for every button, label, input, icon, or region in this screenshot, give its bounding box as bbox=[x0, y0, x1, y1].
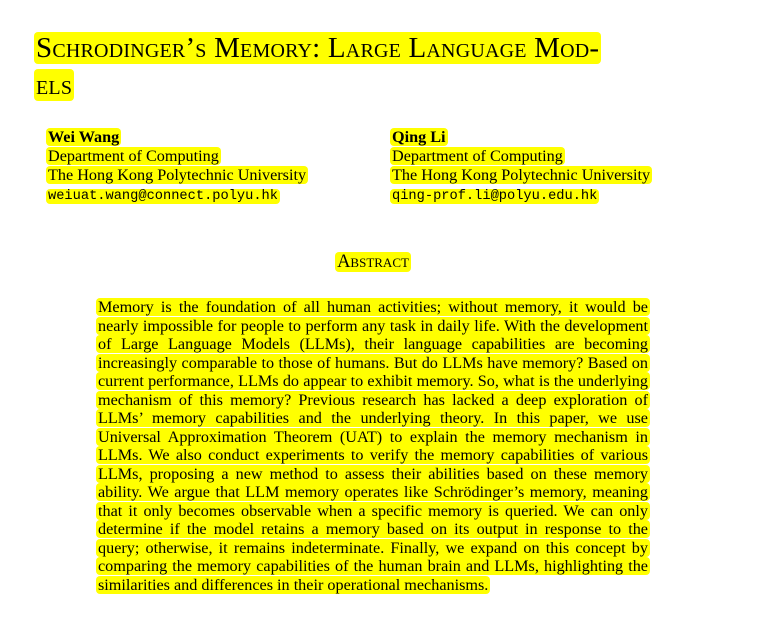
abstract-heading: Abstract bbox=[337, 252, 409, 272]
abstract-body bbox=[96, 298, 650, 594]
author-name: Qing Li bbox=[392, 128, 446, 146]
author-block-1 bbox=[46, 128, 308, 206]
author-email[interactable]: weiuat.wang@connect.polyu.hk bbox=[48, 189, 278, 204]
title-line-2: els bbox=[36, 69, 73, 101]
author-block-2 bbox=[390, 128, 652, 206]
author-university: The Hong Kong Polytechnic University bbox=[392, 166, 651, 184]
author-department: Department of Computing bbox=[48, 147, 219, 165]
author-university: The Hong Kong Polytechnic University bbox=[48, 166, 307, 184]
author-name: Wei Wang bbox=[48, 128, 120, 146]
author-department: Department of Computing bbox=[392, 147, 563, 165]
author-email[interactable]: qing-prof.li@polyu.edu.hk bbox=[392, 189, 598, 204]
abstract-text: Memory is the foundation of all human activities; without memory, it would be nearly impossible for people to perform any task in daily life. With the development of Large Language Models (LLMs), their language capabilities are becoming increasingly comparable to those of humans. But do LLMs have memory? Based on current performance, LLMs do appear to exhibit memory. So, what is the underlying mechanism of this memory? Previous research has lacked a deep exploration of LLMs’ memory capabilities and the underlying theory. In this paper, we use Universal Approximation Theorem (UAT) to explain the memory mechanism in LLMs. We also conduct experiments to verify the memory capabilities of various LLMs, proposing a new method to assess their abilities based on these memory ability. We argue that LLM memory operates like Schrödinger’s memory, meaning that it only becomes observable when a specific memory is queried. We can only determine if the model retains a memory based on its output in response to the query; otherwise, it remains indeterminate. Finally, we expand on this concept by comparing the memory capabilities of the human brain and LLMs, highlighting the similarities and differences in their operational mechanisms. bbox=[98, 298, 648, 594]
abstract-heading-container bbox=[0, 251, 746, 273]
title-line-1: Schrodinger’s Memory: Large Language Mod- bbox=[36, 32, 600, 64]
paper-title bbox=[34, 30, 734, 104]
